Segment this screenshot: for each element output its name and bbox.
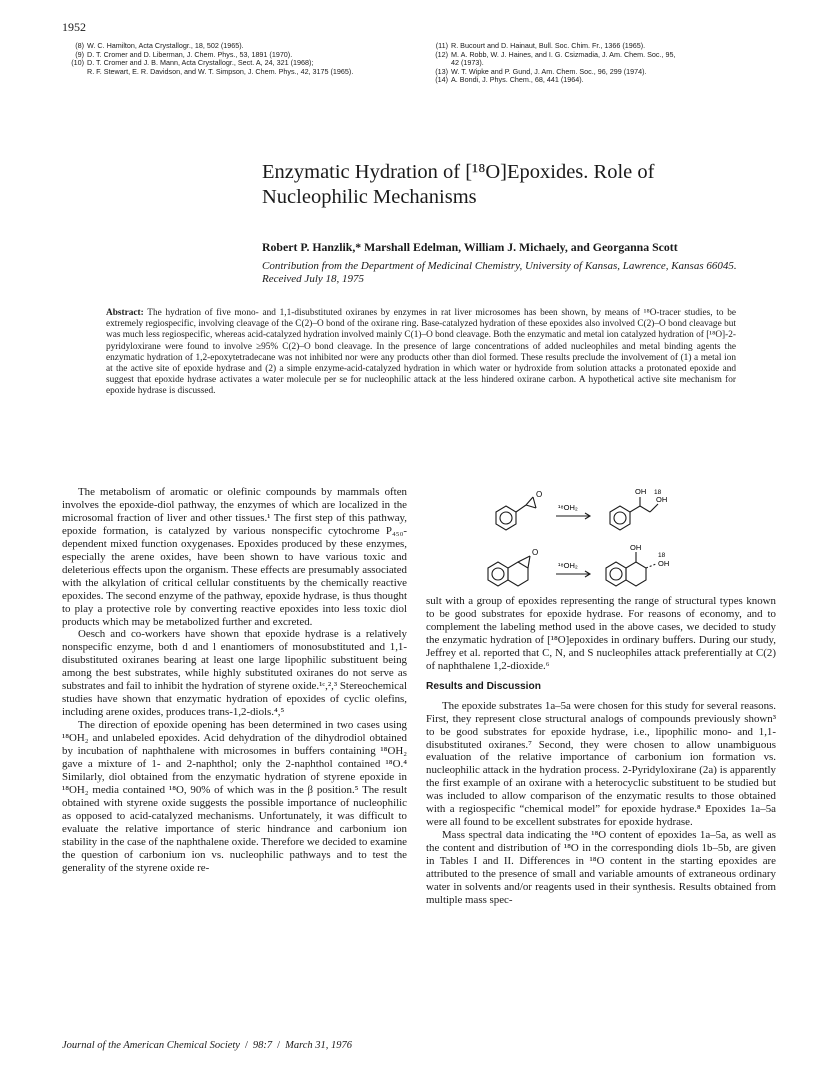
reaction-scheme-drawing	[478, 482, 728, 590]
authors: Robert P. Hanzlik,* Marshall Edelman, William J. Michaely, and Georganna Scott	[262, 240, 678, 254]
reference-item: (11) R. Bucourt and D. Hainaut, Bull. Soc. Chim. Fr., 1366 (1965).	[435, 41, 646, 50]
hydroxyl-label: OH	[630, 543, 642, 552]
ring	[606, 562, 626, 586]
abstract-text: The hydration of five mono- and 1,1-disubstituted oxiranes by enzymes in rat liver microsomes has been shown, by means of ¹⁸O-tracer studies, to be extremely regiospecific, involving cleavage of the C(2)–O bond of the oxirane ring. Base-catalyzed hydration of these epoxides also involved C(2)–O bond cleavage but was much less regiospecific, whereas acid-catalyzed hydration involved mainly C(1)–O bond cleavage. Both the enzymatic and metal ion catalyzed hydration of [¹⁸O]-2-pyridyloxirane were found to involve ≥95% C(2)–O bond cleavage. In the presence of large concentrations of added nucleophiles and metal binding agents the enzymatic hydration of 1,2-epoxytetradecane was not inhibited nor were any products other than diol formed. These results preclude the involvement of (1) a metal ion at the active site of epoxide hydrase and (2) a simple enzyme-acid-catalyzed hydration in which water or hydroxide from solution attacks a protonated epoxide and suggest that epoxide hydrase activates a water molecule per se for nucleophilic attack at the less hindered oxirane carbon. A hypothetical active site mechanism for epoxide hydrase is discussed.	[106, 308, 736, 397]
reference-item: (14) A. Bondi, J. Phys. Chem., 68, 441 (1964).	[435, 75, 584, 85]
paragraph: The direction of epoxide opening has been determined in two cases using ¹⁸OH₂ and unlabeled epoxides. Acid dehydration of the dihydrodiol obtained by incubation of naphthalene with microsomes in buffers containing ¹⁸OH₂ gave a mixture of 1- and 2-naphthol; only the 2-naphthol contained ¹⁸O.⁴ Similarly, diol obtained from the enzymatic hydration of styrene epoxide in ¹⁸OH₂ media contained ¹⁸O, 90% of which was in the β position.⁵ The result obtained with styrene oxide suggests the possible importance of nucleophilic as opposed to acid-catalyzed mechanisms. Unfortunately, it was difficult to evaluate the relative importance of steric hindrance and carbonium ion stability in the case of the naphthalene oxide. Therefore we decided to examine the question of carbonium ion vs. nucleophilic pathways and to test the generality of the styrene oxide re-	[62, 719, 407, 874]
bond	[526, 505, 536, 508]
journal-name: Journal of the American Chemical Society	[62, 1040, 240, 1051]
journal-footer	[62, 1040, 352, 1051]
epoxide-bond	[528, 556, 530, 568]
reagent-label: ¹⁸OH₂	[558, 503, 578, 512]
paragraph: Oesch and co-workers have shown that epoxide hydrase is a relatively nonspecific enzyme, both d and l enantiomers of monosubstituted and 1,1-disubstituted oxiranes bearing at least one large lipophilic substituent being among the best substrates, while highly substituted oxiranes do not serve as substrates and fail to inhibit the hydration of styrene oxide.¹ᶜ,²,³ Stereochemical studies have shown that enzymatic hydration of epoxides of cyclic olefins, including arene oxides, produces trans-1,2-diols.⁴,⁵	[62, 628, 407, 719]
section-heading: Results and Discussion	[426, 680, 541, 692]
references-right	[426, 42, 776, 85]
isotope-label: 18	[658, 552, 666, 559]
separator: /	[277, 1040, 281, 1051]
bond	[516, 505, 526, 512]
oxygen-label: O	[532, 548, 539, 557]
journal-date: March 31, 1976	[285, 1040, 353, 1051]
epoxide-bond	[518, 556, 530, 562]
isotope-label: 18	[654, 489, 662, 496]
aromatic-circle	[500, 512, 512, 524]
references-left	[62, 42, 408, 76]
bond	[650, 504, 658, 512]
paragraph: The epoxide substrates 1a–5a were chosen for this study for several reasons. First, they represent close structural analogs of compounds previously shown³ to be good substrates for epoxide hydrase, i.e., lipophilic mono- and 1,1-disubstituted oxiranes.⁷ Second, they were chosen to allow unambiguous evaluation of the relative importance of carbonium ion formation vs. nucleophilic attack in the hydration process. 2-Pyridyloxirane (2a) is apparently the first example of an oxirane with a heterocyclic substituent to be studied but was included to allow comparison of the enzymatic results to those obtained with a regiospecific “chemical model” for epoxide hydrase.⁸ Epoxides 1a–5a were all found to be excellent substrates for epoxide hydrase.	[426, 699, 776, 829]
abstract	[106, 308, 736, 398]
reaction-scheme	[478, 482, 728, 590]
page-number: 1952	[62, 20, 86, 34]
affiliation: Contribution from the Department of Medicinal Chemistry, University of Kansas, Lawrence, Kansas 66045. Received July 18, 1975	[262, 260, 737, 285]
abstract-label: Abstract:	[106, 308, 144, 318]
ring	[626, 562, 646, 586]
paragraph: The metabolism of aromatic or olefinic compounds by mammals often involves the epoxide-diol pathway, the enzymes of which are localized in the microsomal fraction of liver and other tissues.¹ The first step of this pathway, epoxide formation, is catalyzed by various nonspecific cytochrome P₄₅₀-dependent mixed function oxygenases. Epoxides produced by these enzymes, especially the arene oxides, have been shown to have various toxic and deleterious effects upon the organism. These effects are presumably associated with the alkylation of critical cellular constituents by the chemically reactive epoxides. The second enzyme of the pathway, epoxide hydrase, is thus thought to play a protective role by converting reactive epoxides into less toxic diol products which may be metabolized further and excreted.	[62, 486, 407, 628]
bond	[630, 506, 640, 512]
hydroxyl-label: OH	[658, 559, 670, 568]
bond	[526, 497, 533, 505]
benzene-ring	[610, 506, 630, 530]
reference-item: (8) W. C. Hamilton, Acta Crystallogr., 18, 502 (1965).	[75, 41, 244, 50]
reference-item: (10) D. T. Cromer and J. B. Mann, Acta Crystallogr., Sect. A, 24, 321 (1968); R. F. Stewart, E. R. Davidson, and W. T. Simpson, J. Chem. Phys., 42, 3175 (1965).	[71, 58, 354, 76]
paragraph: Mass spectral data indicating the ¹⁸O content of epoxides 1a–5a, as well as the content and distribution of ¹⁸O in the corresponding diols 1b–5b, are given in Tables I and II. Differences in ¹⁸O content in the starting epoxides are attributed to the presence of small and variable amounts of extraneous ordinary water in solvents and/or reagents used in their synthesis. Results obtained from multiple mass spec-	[426, 829, 776, 906]
reference-item: (13) W. T. Wipke and P. Gund, J. Am. Chem. Soc., 96, 299 (1974).	[435, 66, 647, 76]
aromatic-circle	[614, 512, 626, 524]
benzene-ring	[496, 506, 516, 530]
bond	[640, 506, 650, 512]
reference-item: (9) D. T. Cromer and D. Liberman, J. Chem. Phys., 53, 1891 (1970).	[75, 49, 293, 59]
aromatic-circle	[492, 568, 504, 580]
aromatic-circle	[610, 568, 622, 580]
reagent-label: ¹⁸OH₂	[558, 561, 578, 570]
separator: /	[244, 1040, 248, 1051]
hashed-bond	[646, 564, 656, 568]
right-column	[426, 595, 776, 907]
hydroxyl-label: OH	[656, 495, 668, 504]
journal-volume: 98:7	[252, 1040, 273, 1051]
paragraph: sult with a group of epoxides representing the range of structural types known to be good substrates for epoxide hydrase. For reasons of economy, and to complement the labeling method used in the above cases, we decided to study the enzymatic hydration of [¹⁸O]epoxides in ordinary buffers. During our study, Jeffrey et al. reported that C, N, and S nucleophiles attack preferentially at C(2) of naphthalene 1,2-dioxide.⁶	[426, 595, 776, 672]
article-title: Enzymatic Hydration of [¹⁸O]Epoxides. Role of Nucleophilic Mechanisms	[262, 161, 655, 208]
reference-item: (12) M. A. Robb, W. J. Haines, and I. G. Csizmadia, J. Am. Chem. Soc., 95, 42 (1973).	[435, 49, 676, 68]
ring	[488, 562, 508, 586]
left-column	[62, 486, 407, 875]
ring	[508, 562, 528, 586]
oxygen-label: O	[536, 490, 543, 499]
hydroxyl-label: OH	[635, 487, 647, 496]
